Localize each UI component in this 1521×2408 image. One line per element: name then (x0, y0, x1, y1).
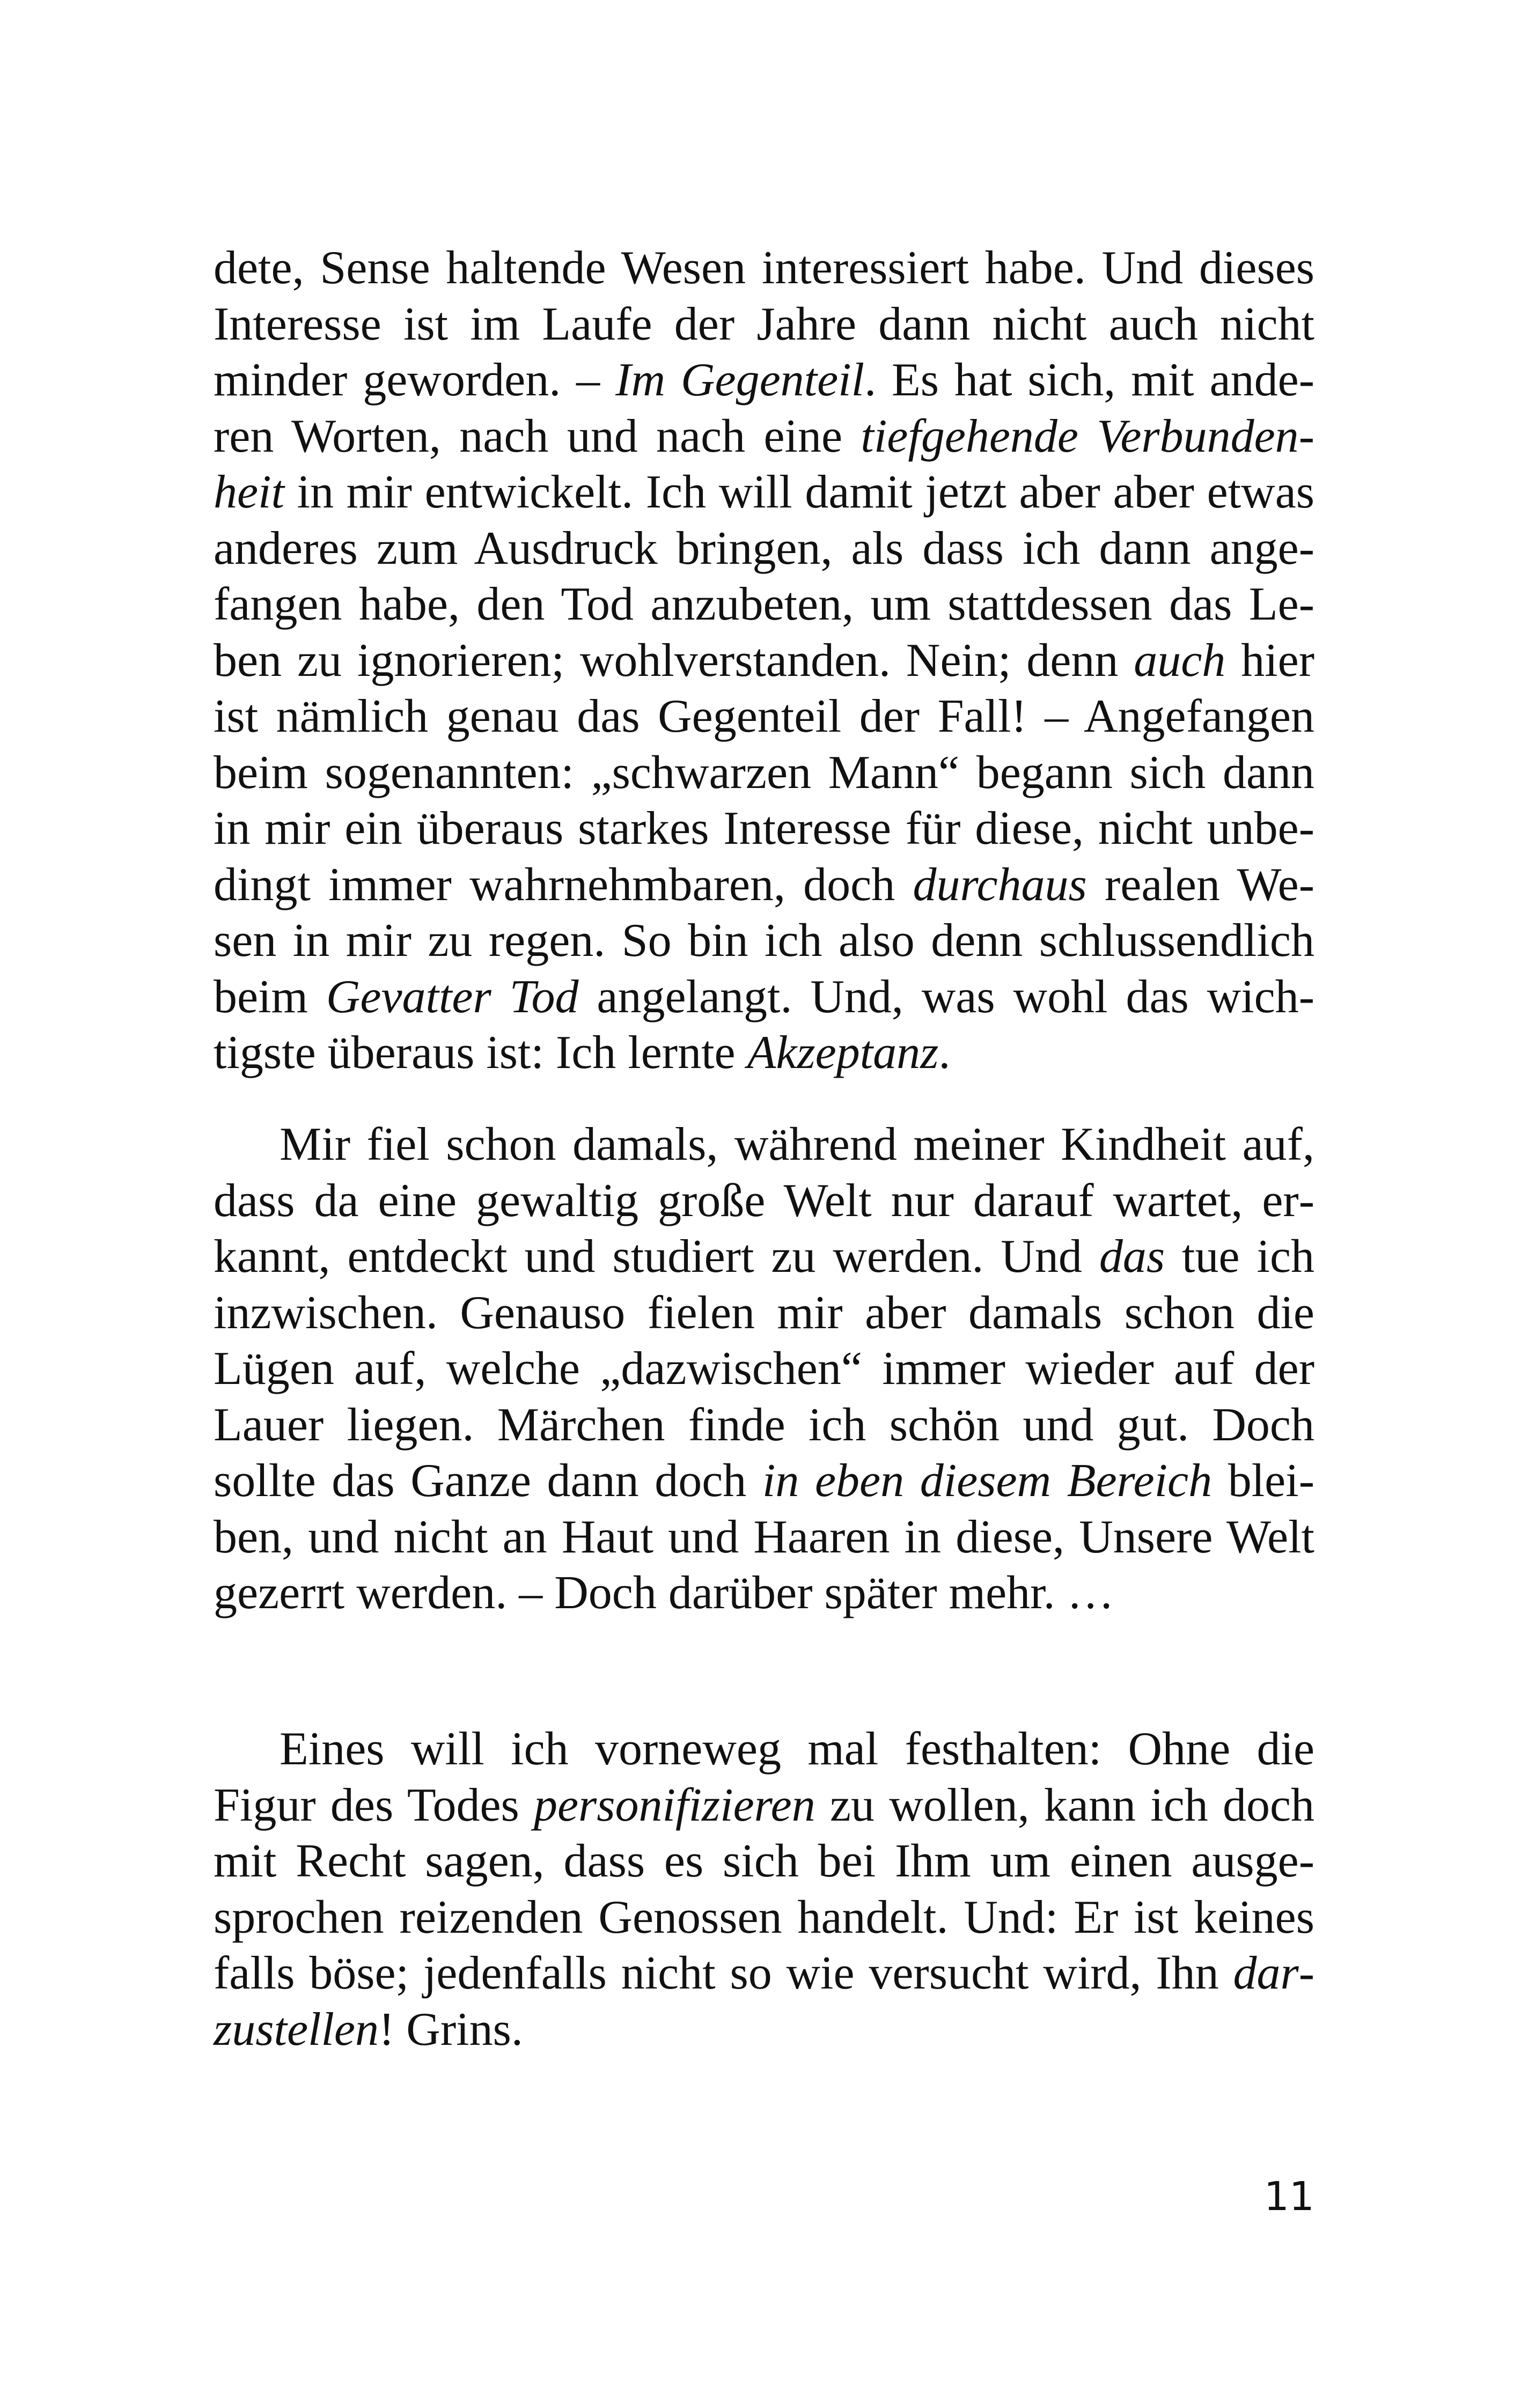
italic-phrase: auch (1134, 634, 1226, 687)
text-run: bleiben, und nicht an Haut und Haaren in diese, Unsere Welt gezerrt werden. – Doch darüber später mehr. … (214, 1455, 1314, 1619)
text-run: ! Grins. (378, 2003, 523, 2056)
text-run: hier ist nämlich genau das Gegenteil der Fall! – Angefangen beim sogenannten: „schwarzen Mann“ begann sich dann in mir ein überaus starkes Interesse für diese, nicht unbedingt immer wahrnehmbaren, doch (214, 634, 1315, 911)
italic-phrase: Akzeptanz (747, 1027, 939, 1079)
text-run: Eines will ich vorneweg mal festhalten: Ohne die Figur des Todes (214, 1723, 1314, 1831)
paragraph-1 (214, 240, 1314, 1081)
italic-phrase: Gevatter Tod (326, 970, 579, 1023)
italic-phrase: personifizieren (534, 1779, 815, 1831)
italic-phrase: das (1099, 1231, 1165, 1283)
text-run: . Es hat sich, mit anderen Worten, nach und nach eine (214, 354, 1314, 462)
text-run: in mir entwickelt. Ich will damit jetzt aber aber etwas anderes zum Ausdruck bringen, als dass ich dann angefangen habe, den Tod anzubeten, um stattdessen das Leben zu ignorieren; wohlverstanden. Nein; denn (214, 466, 1314, 687)
text-run: zu wollen, kann ich doch mit Recht sagen, dass es sich bei Ihm um einen ausgesprochen reizenden Genossen handelt. Und: Er ist keines falls böse; jedenfalls nicht so wie versucht wird, Ihn (214, 1779, 1314, 1999)
italic-phrase: in eben diesem Bereich (762, 1455, 1213, 1507)
paragraph-3 (214, 1721, 1314, 2058)
italic-phrase: darzustellen (214, 1947, 1314, 2056)
italic-phrase: tiefgehende Verbundenheit (214, 410, 1314, 518)
text-run: Mir fiel schon damals, während meiner Kindheit auf, dass da eine gewaltig große Welt nur darauf wartet, erkannt, entdeckt und studiert zu werden. Und (214, 1118, 1314, 1283)
paragraph-text (214, 1117, 1314, 1622)
text-run: tue ich inzwischen. Genauso fielen mir aber damals schon die Lügen auf, welche „dazwischen“ immer wieder auf der Lauer liegen. Märchen finde ich schön und gut. Doch sollte das Ganze dann doch (214, 1231, 1315, 1507)
paragraph-text (214, 240, 1314, 1081)
italic-phrase: durchaus (913, 858, 1087, 911)
text-run: dete, Sense haltende Wesen interessiert habe. Und dieses Interesse ist im Laufe der Jahre dann nicht auch nicht minder geworden. – (214, 242, 1314, 406)
text-run: angelangt. Und, was wohl das wichtigste überaus ist: Ich lernte (214, 970, 1315, 1079)
text-run: . (938, 1027, 951, 1079)
paragraph-2 (214, 1117, 1314, 1622)
text-run: realen Wesen in mir zu regen. So bin ich also denn schlussendlich beim (214, 858, 1314, 1023)
italic-phrase: Im Gegenteil (615, 354, 865, 406)
paragraph-text (214, 1721, 1314, 2058)
page-number: 11 (1263, 2174, 1314, 2220)
